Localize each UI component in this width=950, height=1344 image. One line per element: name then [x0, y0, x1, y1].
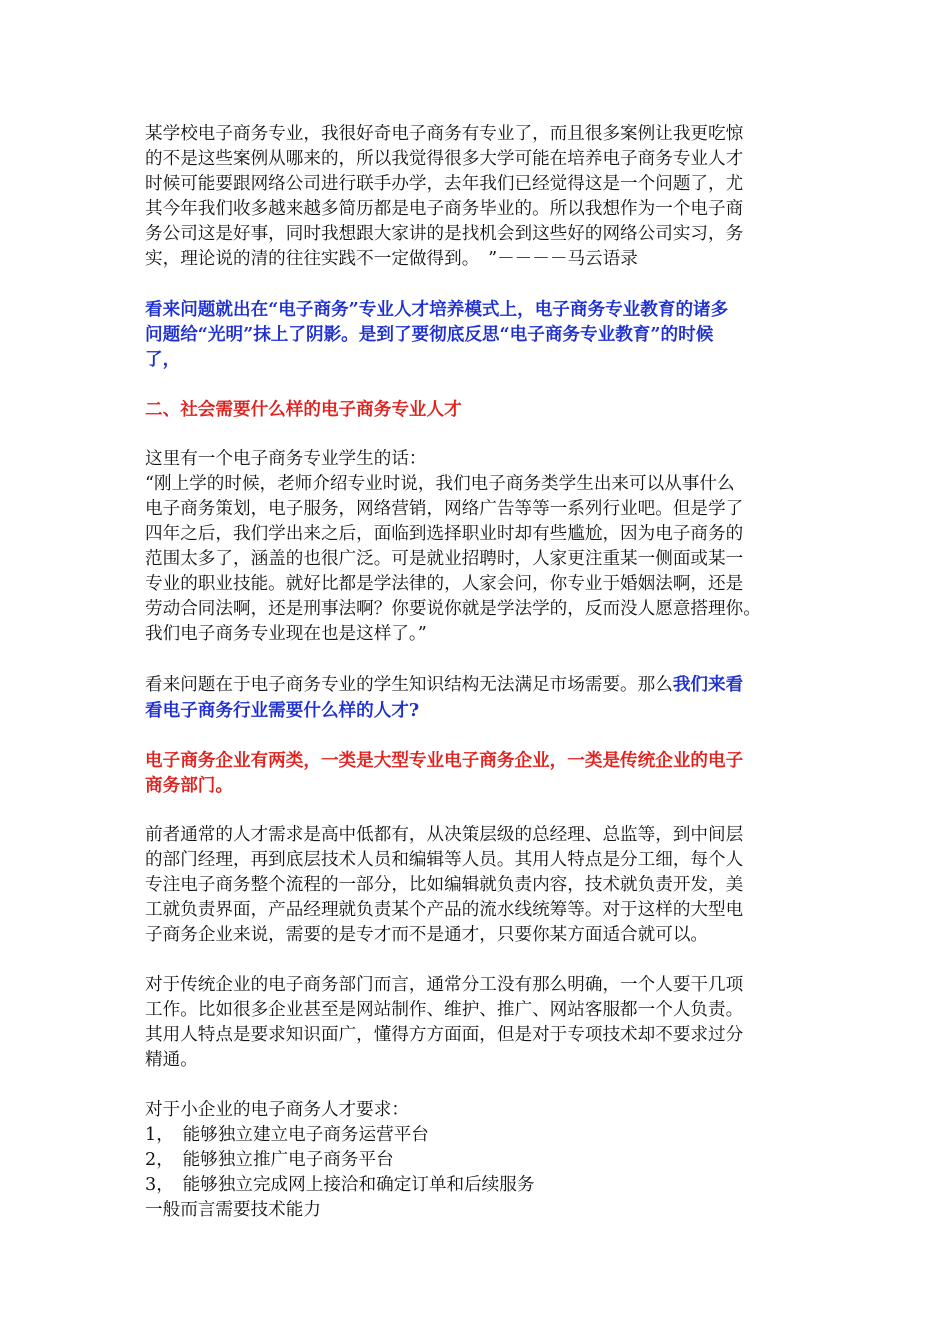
- paragraph-student-quote: [145, 447, 815, 647]
- text-line: 工作。比如很多企业甚至是网站制作、维护、推广、网站客服都一个人负责。: [145, 1000, 744, 1020]
- text-line: 我们电子商务专业现在也是这样了。”: [145, 624, 427, 644]
- text-line: 四年之后，我们学出来之后，面临到选择职业时却有些尴尬，因为电子商务的: [145, 524, 744, 544]
- text-line: 实，理论说的清的往往实践不一定做得到。 ”－－－－马云语录: [145, 249, 638, 269]
- text-line: 务公司这是好事，同时我想跟大家讲的是找机会到这些好的网络公司实习，务: [145, 224, 744, 244]
- text-line: 前者通常的人才需求是高中低都有，从决策层级的总经理、总监等，到中间层: [145, 825, 744, 845]
- paragraph-highlight-red: [145, 748, 815, 798]
- text-line: 工就负责界面，产品经理就负责某个产品的流水线统筹等。对于这样的大型电: [145, 900, 744, 920]
- text-highlight-blue: 我们来看: [672, 674, 744, 695]
- text-line: 劳动合同法啊，还是刑事法啊？你要说你就是学法学的，反而没人愿意搭理你。: [145, 599, 761, 619]
- text-line: 问题给“光明”抹上了阴影。是到了要彻底反思“电子商务专业教育”的时候: [145, 324, 714, 345]
- text-line: 的不是这些案例从哪来的，所以我觉得很多大学可能在培养电子商务专业人才: [145, 149, 744, 169]
- text-line: 电子商务企业有两类，一类是大型专业电子商务企业，一类是传统企业的电子: [145, 750, 744, 771]
- list-item: 3， 能够独立完成网上接洽和确定订单和后续服务: [145, 1175, 535, 1195]
- text-normal: 看来问题在于电子商务专业的学生知识结构无法满足市场需要。那么: [145, 675, 673, 695]
- paragraph-small-enterprise-list: [145, 1098, 815, 1223]
- paragraph-large-enterprise: [145, 823, 815, 948]
- article-body: [145, 122, 815, 1223]
- text-line: 专注电子商务整个流程的一部分，比如编辑就负责内容，技术就负责开发，美: [145, 875, 744, 895]
- text-line: 范围太多了，涵盖的也很广泛。可是就业招聘时，人家更注重某一侧面或某一: [145, 549, 744, 569]
- paragraph-traditional-enterprise: [145, 973, 815, 1073]
- text-line: 了，: [145, 349, 181, 370]
- text-line: 对于小企业的电子商务人才要求：: [145, 1100, 409, 1120]
- text-line: “刚上学的时候，老师介绍专业时说，我们电子商务类学生出来可以从事什么: [145, 474, 735, 494]
- text-line: 子商务企业来说，需要的是专才而不是通才，只要你某方面适合就可以。: [145, 925, 709, 945]
- text-line: 其用人特点是要求知识面广，懂得方方面面，但是对于专项技术却不要求过分: [145, 1025, 744, 1045]
- text-line: 这里有一个电子商务专业学生的话：: [145, 449, 427, 469]
- paragraph-problem: [145, 672, 815, 723]
- section-heading: [145, 397, 815, 422]
- text-line: 专业的职业技能。就好比都是学法律的，人家会问，你专业于婚姻法啊，还是: [145, 574, 744, 594]
- text-line: 电子商务策划，电子服务，网络营销，网络广告等等一系列行业吧。但是学了: [145, 499, 744, 519]
- heading-text: 二、社会需要什么样的电子商务专业人才: [145, 399, 462, 420]
- text-line: 时候可能要跟网络公司进行联手办学，去年我们已经觉得这是一个问题了，尤: [145, 174, 744, 194]
- text-line: 看电子商务行业需要什么样的人才?: [145, 700, 420, 721]
- text-line: [145, 672, 815, 698]
- text-line: 某学校电子商务专业，我很好奇电子商务有专业了，而且很多案例让我更吃惊: [145, 124, 744, 144]
- text-line: 的部门经理，再到底层技术人员和编辑等人员。其用人特点是分工细，每个人: [145, 850, 744, 870]
- list-item: 1， 能够独立建立电子商务运营平台: [145, 1125, 429, 1145]
- text-line: 一般而言需要技术能力: [145, 1200, 321, 1220]
- text-line: 看来问题就出在“电子商务”专业人才培养模式上，电子商务专业教育的诸多: [145, 299, 729, 320]
- paragraph-quote-mayun: [145, 122, 815, 272]
- text-line: 其今年我们收多越来越多简历都是电子商务毕业的。所以我想作为一个电子商: [145, 199, 744, 219]
- list-item: 2， 能够独立推广电子商务平台: [145, 1150, 394, 1170]
- paragraph-highlight-blue: [145, 297, 815, 372]
- text-line: 对于传统企业的电子商务部门而言，通常分工没有那么明确，一个人要干几项: [145, 975, 744, 995]
- text-line: 精通。: [145, 1050, 198, 1070]
- text-line: 商务部门。: [145, 775, 233, 796]
